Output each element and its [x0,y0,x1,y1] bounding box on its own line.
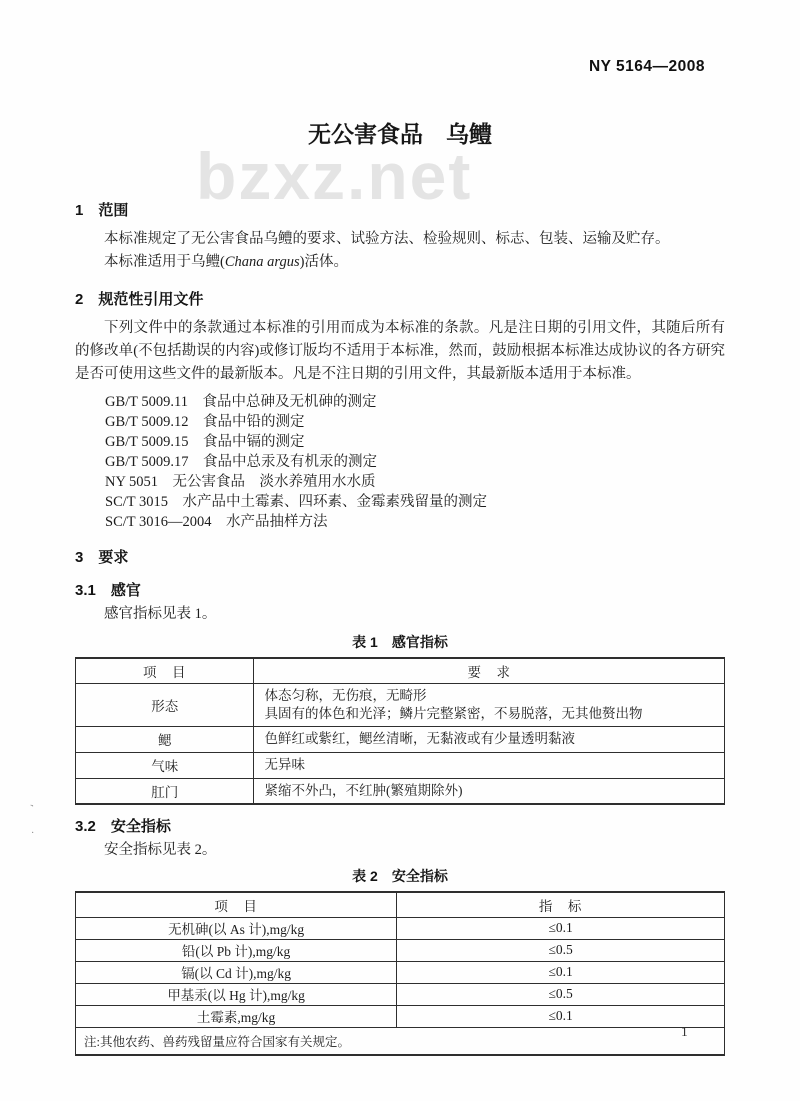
table-1-caption: 表 1 感官指标 [352,634,448,650]
reference-item: NY 5051 无公害食品 淡水养殖用水水质 [105,474,376,490]
section-3-1-heading: 3.1 感官 [75,582,141,599]
section-3-1-note: 感官指标见表 1。 [104,606,217,622]
safety-index-table [75,891,725,1056]
item-cell: 土霉素,mg/kg [76,1005,397,1027]
table-row [76,939,725,961]
scan-artifact: 、 [26,795,41,810]
doc-title: 无公害食品 乌鳢 [308,121,492,147]
table-header-row [76,892,725,917]
table-row [76,917,725,939]
limit-cell: ≤0.1 [397,1005,725,1027]
reference-item: SC/T 3016—2004 水产品抽样方法 [105,514,328,530]
requirement-line: 具固有的体色和光泽；鳞片完整紧密，不易脱落，无其他赘出物 [264,705,643,721]
reference-item: SC/T 3015 水产品中土霉素、四环素、金霉素残留量的测定 [105,494,487,510]
limit-cell: ≤0.5 [397,983,725,1005]
column-header-item: 项 目 [76,658,254,683]
reference-item: GB/T 5009.17 食品中总汞及有机汞的测定 [105,454,378,470]
requirement-cell: 紧缩不外凸，不红肿(繁殖期除外) [254,778,725,804]
section-2-heading: 2 规范性引用文件 [75,291,204,308]
item-cell: 肛门 [76,778,254,804]
requirement-cell: 无异味 [254,752,725,778]
item-cell: 甲基汞(以 Hg 计),mg/kg [76,983,397,1005]
scan-artifact: · [31,828,35,839]
item-cell: 铅(以 Pb 计),mg/kg [76,939,397,961]
column-header-item: 项 目 [76,892,397,917]
item-cell: 气味 [76,752,254,778]
table-row [76,1005,725,1027]
section-3-heading: 3 要求 [75,549,129,566]
reference-item: GB/T 5009.12 食品中铅的测定 [105,414,305,430]
page-number: 1 [681,1024,688,1039]
table-note: 注:其他农药、兽药残留量应符合国家有关规定。 [76,1027,725,1055]
section-3-2-note: 安全指标见表 2。 [104,842,217,858]
requirement-line: 体态匀称，无伤痕，无畸形 [264,687,427,703]
requirement-cell: 色鲜红或紫红，鳃丝清晰，无黏液或有少量透明黏液 [254,726,725,752]
table-row [76,961,725,983]
requirement-cell [254,683,725,726]
item-cell: 无机砷(以 As 计),mg/kg [76,917,397,939]
limit-cell: ≤0.1 [397,917,725,939]
section-1-paragraph-2 [75,251,725,274]
column-header-requirement: 要 求 [254,658,725,683]
item-cell: 镉(以 Cd 计),mg/kg [76,961,397,983]
species-latin-name: Chana argus [224,254,300,270]
limit-cell: ≤0.5 [397,939,725,961]
item-cell: 鳃 [76,726,254,752]
section-2-intro: 下列文件中的条款通过本标准的引用而成为本标准的条款。凡是注日期的引用文件，其随后所有的修改单(不包括勘误的内容)或修订版均不适用于本标准，然而，鼓励根据本标准达成协议的各方研究是否可使用这些文件的最新版本。凡是不注日期的引用文件，其最新版本适用于本标准。 [75,320,725,382]
table-header-row [76,658,725,683]
sensory-index-table [75,657,725,805]
table-row [76,683,725,726]
scope-text-pre: 本标准适用于乌鳢( [104,254,225,270]
table-row [76,752,725,778]
table-row [76,983,725,1005]
item-cell: 形态 [76,683,254,726]
doc-number: NY 5164—2008 [588,58,705,75]
limit-cell: ≤0.1 [397,961,725,983]
reference-list [105,392,725,532]
table-note-row [76,1027,725,1055]
column-header-index: 指 标 [397,892,725,917]
reference-item: GB/T 5009.15 食品中镉的测定 [105,434,305,450]
table-row [76,726,725,752]
section-3-2-heading: 3.2 安全指标 [75,818,171,835]
scope-text-post: )活体。 [299,254,348,270]
table-2-caption: 表 2 安全指标 [352,868,448,884]
reference-item: GB/T 5009.11 食品中总砷及无机砷的测定 [105,394,377,410]
table-row [76,778,725,804]
section-1-paragraph-1: 本标准规定了无公害食品乌鳢的要求、试验方法、检验规则、标志、包装、运输及贮存。 [104,231,670,247]
watermark: bzxz.net [196,139,473,213]
section-1-heading: 1 范围 [75,202,129,219]
